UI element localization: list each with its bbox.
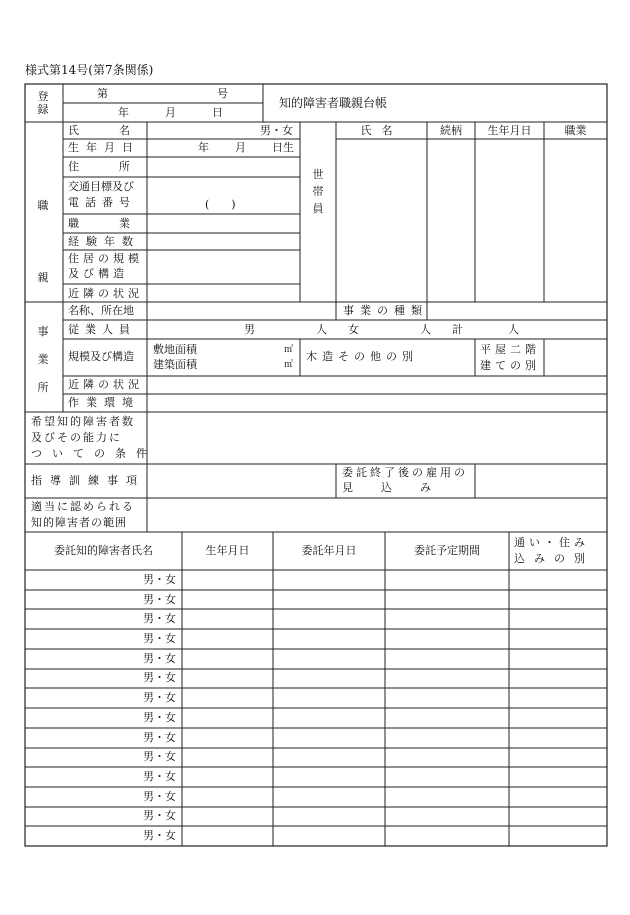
list-row-sex: 男・女 <box>143 593 176 606</box>
sex-option: 男・女 <box>260 124 293 137</box>
row-neighborhood: 近隣の状況 <box>68 287 143 300</box>
row-job: 職業 <box>68 217 170 230</box>
conditions-line-2: 及びその能力に <box>31 431 122 444</box>
site-area-unit: ㎡ <box>284 345 294 355</box>
list-row-sex: 男・女 <box>143 750 176 763</box>
register-go: 号 <box>217 87 228 100</box>
row-traffic: 交通目標及び <box>68 180 134 193</box>
row-name: 氏名 <box>68 124 170 137</box>
row-address: 住所 <box>68 160 170 173</box>
list-col-start: 委託年月日 <box>301 544 357 557</box>
list-row-sex: 男・女 <box>143 829 176 842</box>
register-label: 登録 <box>37 90 49 116</box>
birth-month: 月 <box>235 141 246 154</box>
range-line-2: 知的障害者の範囲 <box>31 516 127 529</box>
row-phone: 電話番号 <box>68 196 136 209</box>
wood-structure-label: 木造その他の別 <box>306 350 418 363</box>
range-line-1: 適当に認められる <box>31 500 135 513</box>
site-area-label: 敷地面積 <box>153 343 197 356</box>
row-housing-2: 及び構造 <box>68 267 128 280</box>
household-col-relation: 続柄 <box>440 124 462 137</box>
register-dai: 第 <box>97 87 108 100</box>
floors-label-2: 建ての別 <box>480 359 540 372</box>
conditions-line-1: 希望知的障害者数 <box>31 415 135 428</box>
business-label: 事業所 <box>37 325 49 394</box>
business-staff-row: 従業人員 <box>68 323 136 336</box>
staff-female: 女 <box>348 323 359 336</box>
business-environment-row: 作業環境 <box>68 396 140 409</box>
staff-total-unit: 人 <box>508 323 519 336</box>
phone-paren: ( ) <box>205 198 236 211</box>
building-area-unit: ㎡ <box>284 360 294 370</box>
business-name-row: 名称、所在地 <box>68 304 134 317</box>
staff-male: 男 <box>244 323 255 336</box>
list-row-sex: 男・女 <box>143 632 176 645</box>
staff-female-unit: 人 <box>420 323 431 336</box>
business-scale-row: 規模及び構造 <box>68 350 134 363</box>
list-row-sex: 男・女 <box>143 652 176 665</box>
list-row-sex: 男・女 <box>143 691 176 704</box>
row-housing-1: 住居の規模 <box>68 252 143 265</box>
register-month: 月 <box>165 106 176 119</box>
list-col-period: 委託予定期間 <box>414 544 480 557</box>
shokuoya-label: 職親 <box>37 199 49 284</box>
staff-male-unit: 人 <box>316 323 327 336</box>
row-birth: 生年月日 <box>68 141 140 154</box>
page-title: 知的障害者職親台帳 <box>279 96 388 110</box>
business-type-label: 事業の種類 <box>343 304 428 317</box>
register-day: 日 <box>212 106 223 119</box>
list-row-sex: 男・女 <box>143 612 176 625</box>
birth-day: 日生 <box>272 141 294 154</box>
row-experience: 経験年数 <box>68 235 140 248</box>
list-row-sex: 男・女 <box>143 671 176 684</box>
training-label: 指導訓練事項 <box>31 474 145 487</box>
business-neighborhood-row: 近隣の状況 <box>68 378 143 391</box>
list-row-sex: 男・女 <box>143 790 176 803</box>
staff-total: 計 <box>452 323 463 336</box>
list-row-sex: 男・女 <box>143 770 176 783</box>
list-row-sex: 男・女 <box>143 809 176 822</box>
list-row-sex: 男・女 <box>143 711 176 724</box>
conditions-line-3: ついての条件 <box>31 447 157 460</box>
after-line-2: 見 込 み <box>342 481 433 494</box>
household-col-birth: 生年月日 <box>487 124 532 137</box>
list-col-birth: 生年月日 <box>205 544 250 557</box>
floors-label-1: 平屋二階 <box>480 343 540 356</box>
list-col-name: 委託知的障害者氏名 <box>54 544 153 557</box>
list-col-live-1: 通い・住み <box>514 536 589 549</box>
birth-year: 年 <box>198 141 209 154</box>
list-col-live-2: 込みの別 <box>514 552 594 565</box>
household-col-name: 氏名 <box>360 124 403 137</box>
household-col-job: 職業 <box>564 124 587 137</box>
building-area-label: 建築面積 <box>153 358 197 371</box>
form-number-label: 様式第14号(第7条関係) <box>25 63 154 77</box>
list-row-sex: 男・女 <box>143 731 176 744</box>
list-row-sex: 男・女 <box>143 573 176 586</box>
register-year: 年 <box>118 106 129 119</box>
household-label: 世帯員 <box>312 168 324 215</box>
after-line-1: 委託終了後の雇用の <box>342 466 468 479</box>
